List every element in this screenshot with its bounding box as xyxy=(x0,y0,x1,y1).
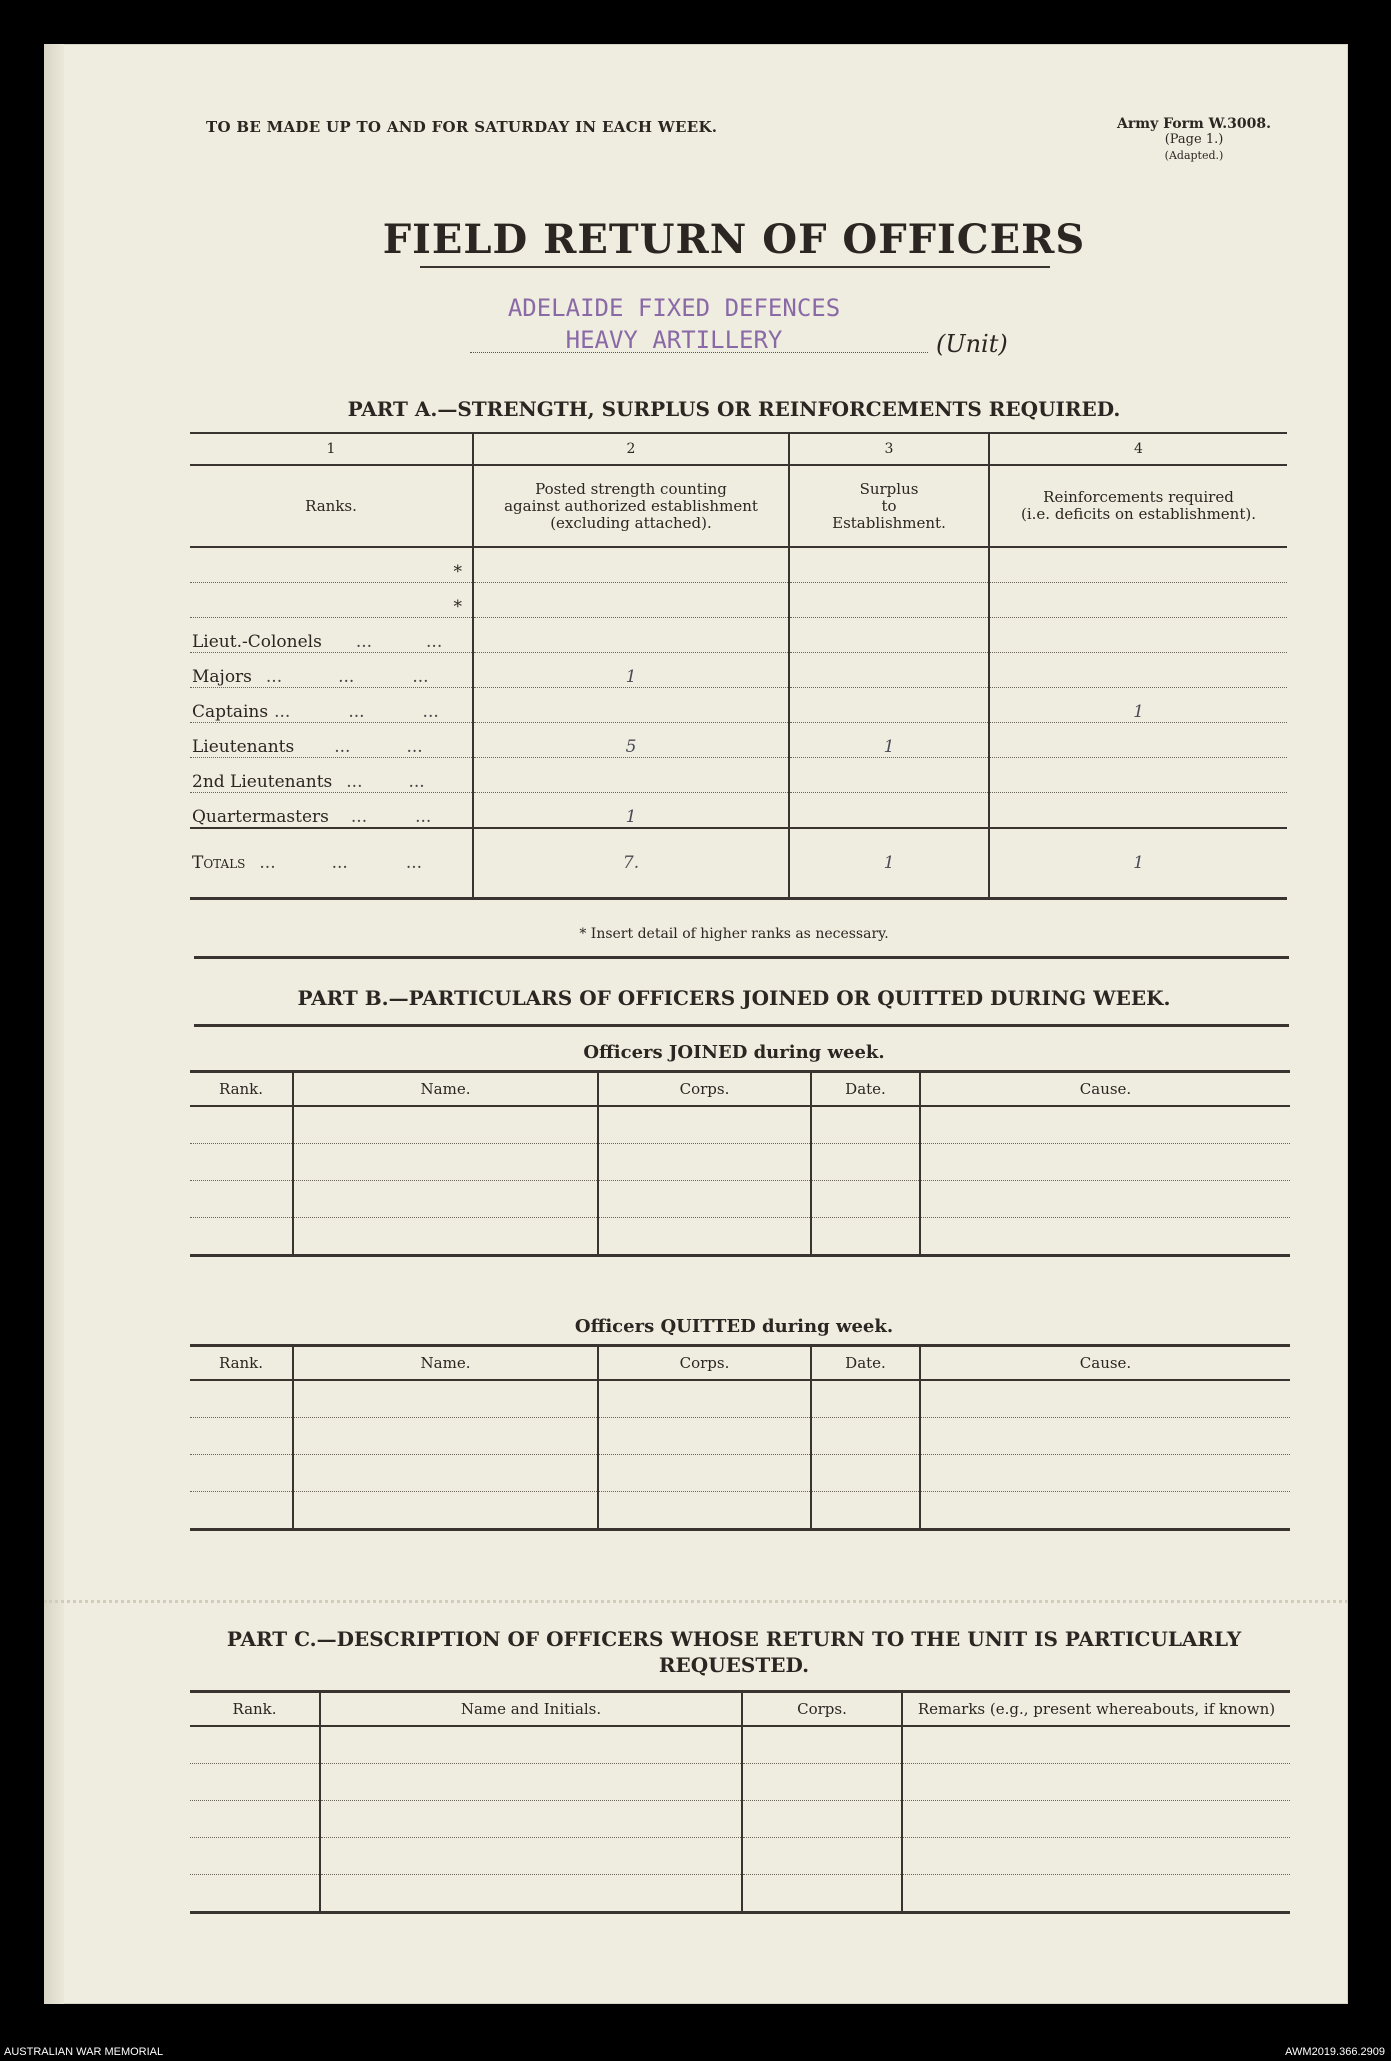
cell xyxy=(598,1181,811,1218)
cell xyxy=(190,1875,320,1913)
cell xyxy=(190,1455,293,1492)
rank-cell xyxy=(190,618,473,653)
cell xyxy=(598,1492,811,1530)
posted-cell: 5 xyxy=(473,723,789,758)
rank-label: Lieut.-Colonels xyxy=(192,632,322,652)
part-c-heading-line2: REQUESTED. xyxy=(658,1653,810,1677)
cell xyxy=(902,1726,1290,1764)
part-c-table xyxy=(190,1690,1290,1914)
reinf-cell xyxy=(989,618,1287,653)
leader-dots: ... xyxy=(426,632,443,652)
cell xyxy=(598,1106,811,1144)
cell xyxy=(920,1106,1290,1144)
cell xyxy=(320,1801,742,1838)
part-b-heading: PART B.—PARTICULARS OF OFFICERS JOINED OR QUITTED DURING WEEK. xyxy=(297,986,1171,1010)
cell xyxy=(190,1838,320,1875)
cell xyxy=(920,1218,1290,1256)
leader-dots: ... xyxy=(355,632,373,652)
instruction-text: TO BE MADE UP TO AND FOR SATURDAY IN EACH WEEK. xyxy=(206,118,718,136)
cell xyxy=(742,1838,902,1875)
reinf-cell xyxy=(989,758,1287,793)
cell xyxy=(190,1764,320,1801)
col-rank: Rank. xyxy=(190,1072,293,1107)
form-page xyxy=(44,44,1348,2004)
blank-rank-row xyxy=(190,547,1287,583)
table-row xyxy=(190,688,1287,723)
cell xyxy=(190,1144,293,1181)
cell xyxy=(742,1726,902,1764)
leader-dots: ... xyxy=(405,853,423,873)
leader-dots: ... xyxy=(274,702,291,722)
table-row xyxy=(190,1764,1290,1801)
cell xyxy=(190,1801,320,1838)
posted-header xyxy=(473,465,789,547)
cell xyxy=(598,1144,811,1181)
cell xyxy=(320,1875,742,1913)
cell xyxy=(920,1144,1290,1181)
leader-dots: ... xyxy=(338,667,355,687)
col-corps: Corps. xyxy=(598,1346,811,1381)
asterisk-mark: * xyxy=(190,547,473,583)
cell xyxy=(598,1218,811,1256)
cell xyxy=(811,1418,920,1455)
leader-dots: ... xyxy=(415,807,432,827)
cell xyxy=(190,1380,293,1418)
footer-source: AUSTRALIAN WAR MEMORIAL xyxy=(4,2046,164,2058)
leader-dots: ... xyxy=(334,737,351,757)
cell xyxy=(742,1801,902,1838)
leader-dots: ... xyxy=(412,667,429,687)
posted-header-1: Posted strength counting xyxy=(535,479,727,498)
table-row xyxy=(190,758,1287,793)
reinf-cell xyxy=(989,793,1287,829)
rank-label: Captains xyxy=(192,702,269,722)
leader-dots: ... xyxy=(346,772,363,792)
ranks-header: Ranks. xyxy=(190,465,473,547)
cell xyxy=(920,1380,1290,1418)
adapted-label: (Adapted.) xyxy=(1164,149,1224,162)
totals-label: Totals xyxy=(192,853,246,873)
cell xyxy=(789,583,989,618)
cell xyxy=(811,1380,920,1418)
col-number-1: 1 xyxy=(190,433,473,465)
cell xyxy=(598,1380,811,1418)
table-row xyxy=(190,1181,1290,1218)
col-name: Name. xyxy=(293,1072,598,1107)
cell xyxy=(293,1380,598,1418)
col-corps: Corps. xyxy=(742,1692,902,1727)
table-row xyxy=(190,1218,1290,1256)
rank-cell xyxy=(190,793,473,829)
cell xyxy=(190,1492,293,1530)
perforation-line xyxy=(44,1600,1348,1603)
table-row xyxy=(190,1418,1290,1455)
cell xyxy=(920,1492,1290,1530)
asterisk-mark: * xyxy=(190,583,473,618)
surplus-cell xyxy=(789,793,989,829)
col-name-initials: Name and Initials. xyxy=(320,1692,742,1727)
quitted-heading: Officers QUITTED during week. xyxy=(574,1316,894,1337)
cell xyxy=(320,1726,742,1764)
col-cause: Cause. xyxy=(920,1346,1290,1381)
posted-cell: 1 xyxy=(473,653,789,688)
col-rank: Rank. xyxy=(190,1346,293,1381)
rank-cell xyxy=(190,758,473,793)
cell xyxy=(902,1875,1290,1913)
cell xyxy=(811,1144,920,1181)
col-corps: Corps. xyxy=(598,1072,811,1107)
col-number-3: 3 xyxy=(789,433,989,465)
part-b-rule xyxy=(194,1024,1289,1027)
col-remarks: Remarks (e.g., present whereabouts, if known) xyxy=(902,1692,1290,1727)
part-a-heading: PART A.—STRENGTH, SURPLUS OR REINFORCEMENTS REQUIRED. xyxy=(347,397,1121,421)
blank-rank-row xyxy=(190,583,1287,618)
cell xyxy=(473,583,789,618)
reinf-cell xyxy=(989,723,1287,758)
part-a-end-rule xyxy=(194,956,1289,959)
rank-cell xyxy=(190,688,473,723)
cell xyxy=(293,1144,598,1181)
cell xyxy=(989,583,1287,618)
surplus-cell xyxy=(789,618,989,653)
surplus-cell xyxy=(789,688,989,723)
joined-table xyxy=(190,1070,1290,1257)
unit-label: (Unit) xyxy=(936,330,1008,358)
cell xyxy=(920,1455,1290,1492)
cell xyxy=(920,1181,1290,1218)
rank-label: Lieutenants xyxy=(192,737,295,757)
cell xyxy=(811,1492,920,1530)
posted-header-3: (excluding attached). xyxy=(550,513,712,532)
cell xyxy=(190,1418,293,1455)
col-name: Name. xyxy=(293,1346,598,1381)
surplus-header-2: to xyxy=(881,496,897,515)
surplus-header xyxy=(789,465,989,547)
reinforcements-header xyxy=(989,465,1287,547)
unit-stamp-line1: ADELAIDE FIXED DEFENCES xyxy=(507,294,841,322)
joined-heading: Officers JOINED during week. xyxy=(583,1042,885,1063)
cell xyxy=(293,1455,598,1492)
table-row xyxy=(190,1492,1290,1530)
cell xyxy=(989,547,1287,583)
part-c-heading xyxy=(44,1626,1391,1678)
cell xyxy=(293,1106,598,1144)
cell xyxy=(902,1838,1290,1875)
table-row xyxy=(190,793,1287,829)
surplus-header-3: Establishment. xyxy=(832,513,946,532)
reinf-cell xyxy=(989,653,1287,688)
totals-label-cell xyxy=(190,828,473,899)
part-a-table xyxy=(190,432,1287,900)
unit-stamp xyxy=(464,292,884,356)
leader-dots: ... xyxy=(350,807,368,827)
cell xyxy=(811,1218,920,1256)
col-date: Date. xyxy=(811,1346,920,1381)
table-row xyxy=(190,1726,1290,1764)
leader-dots: ... xyxy=(406,737,423,757)
total-posted: 7. xyxy=(473,828,789,899)
table-row xyxy=(190,1455,1290,1492)
total-surplus: 1 xyxy=(789,828,989,899)
reinf-cell: 1 xyxy=(989,688,1287,723)
cell xyxy=(293,1418,598,1455)
cell xyxy=(811,1181,920,1218)
cell xyxy=(902,1801,1290,1838)
totals-row xyxy=(190,828,1287,899)
title-underline xyxy=(420,266,1050,268)
table-row xyxy=(190,1838,1290,1875)
posted-cell xyxy=(473,688,789,723)
posted-cell xyxy=(473,758,789,793)
cell xyxy=(190,1218,293,1256)
surplus-cell xyxy=(789,653,989,688)
col-cause: Cause. xyxy=(920,1072,1290,1107)
rank-cell xyxy=(190,653,473,688)
cell xyxy=(811,1455,920,1492)
total-reinf: 1 xyxy=(989,828,1287,899)
cell xyxy=(598,1455,811,1492)
surplus-header-1: Surplus xyxy=(859,479,919,498)
leader-dots: ... xyxy=(422,702,439,722)
posted-cell: 1 xyxy=(473,793,789,829)
leader-dots: ... xyxy=(259,853,276,873)
part-c-heading-line1: PART C.—DESCRIPTION OF OFFICERS WHOSE RETURN TO THE UNIT IS PARTICULARLY xyxy=(226,1627,1242,1651)
table-row xyxy=(190,1380,1290,1418)
cell xyxy=(902,1764,1290,1801)
table-row xyxy=(190,1106,1290,1144)
rank-label: 2nd Lieutenants xyxy=(192,772,333,792)
cell xyxy=(293,1181,598,1218)
footnote: * Insert detail of higher ranks as necessary. xyxy=(579,926,889,942)
form-number-text: Army Form W.3008. xyxy=(1117,116,1271,132)
table-row xyxy=(190,653,1287,688)
cell xyxy=(293,1218,598,1256)
leader-dots: ... xyxy=(331,853,348,873)
surplus-cell: 1 xyxy=(789,723,989,758)
cell xyxy=(293,1492,598,1530)
table-row xyxy=(190,1875,1290,1913)
form-number xyxy=(1094,116,1294,164)
cell xyxy=(742,1764,902,1801)
posted-header-2: against authorized establishment xyxy=(504,496,758,515)
unit-line xyxy=(470,352,928,353)
cell xyxy=(742,1875,902,1913)
rank-label: Majors xyxy=(192,667,252,687)
table-row xyxy=(190,723,1287,758)
page-title: FIELD RETURN OF OFFICERS xyxy=(382,216,1086,263)
cell xyxy=(320,1764,742,1801)
posted-cell xyxy=(473,618,789,653)
cell xyxy=(920,1418,1290,1455)
page-number: (Page 1.) xyxy=(1164,132,1224,147)
cell xyxy=(473,547,789,583)
cell xyxy=(190,1181,293,1218)
table-row xyxy=(190,1144,1290,1181)
cell xyxy=(320,1838,742,1875)
quitted-table xyxy=(190,1344,1290,1531)
col-date: Date. xyxy=(811,1072,920,1107)
reinf-header-2: (i.e. deficits on establishment). xyxy=(1021,505,1256,523)
cell xyxy=(190,1106,293,1144)
table-row xyxy=(190,618,1287,653)
cell xyxy=(190,1726,320,1764)
leader-dots: ... xyxy=(408,772,425,792)
unit-stamp-line2: HEAVY ARTILLERY xyxy=(565,326,783,354)
footer-accession: AWM2019.366.2909 xyxy=(1285,2046,1385,2058)
leader-dots: ... xyxy=(348,702,365,722)
cell xyxy=(598,1418,811,1455)
col-number-4: 4 xyxy=(989,433,1287,465)
rank-cell xyxy=(190,723,473,758)
table-row xyxy=(190,1801,1290,1838)
cell xyxy=(789,547,989,583)
surplus-cell xyxy=(789,758,989,793)
rank-label: Quartermasters xyxy=(192,807,329,827)
col-rank: Rank. xyxy=(190,1692,320,1727)
cell xyxy=(811,1106,920,1144)
col-number-2: 2 xyxy=(473,433,789,465)
leader-dots: ... xyxy=(265,667,283,687)
reinf-header-1: Reinforcements required xyxy=(1043,488,1234,506)
